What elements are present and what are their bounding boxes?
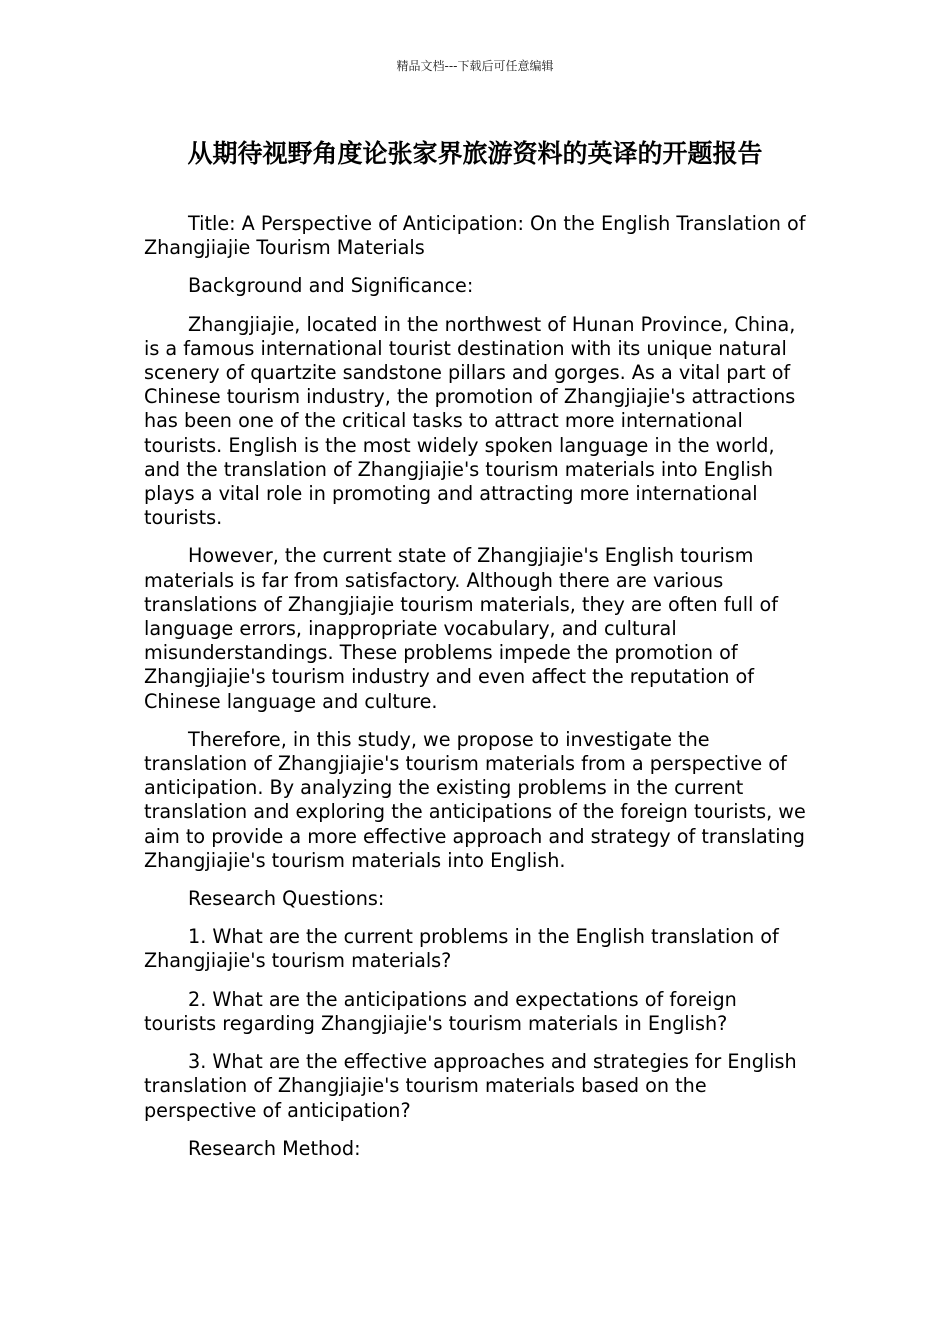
section-heading-research-questions: Research Questions: [188,887,385,911]
research-question-1: 1. What are the current problems in the English translation of Zhangjiajie's tourism materials? [144,925,779,973]
research-question-3: 3. What are the effective approaches and strategies for English translation of Zhangjiajie's tourism materials based on the perspective of anticipation? [144,1050,797,1122]
problems-paragraph: However, the current state of Zhangjiajie's English tourism materials is far from satisfactory. Although there are various translations of Zhangjiajie tourism materials, they are often full of language errors, inappropriate vocabulary, and cultural misunderstandings. These problems impede the promotion of Zhangjiajie's tourism industry and even affect the reputation of Chinese language and culture. [144,544,778,713]
research-question-2: 2. What are the anticipations and expectations of foreign tourists regarding Zhangjiajie's tourism materials in English? [144,987,737,1035]
background-paragraph: Zhangjiajie, located in the northwest of Hunan Province, China, is a famous international tourist destination with its unique natural scenery of quartzite sandstone pillars and gorges. As a vital part of Chinese tourism industry, the promotion of Zhangjiajie's attractions has been one of the critical tasks to attract more international tourists. English is the most widely spoken language in the world, and the translation of Zhangjiajie's tourism materials into English plays a vital role in promoting and attracting more international tourists. [144,312,796,530]
title-paragraph: Title: A Perspective of Anticipation: On the English Translation of Zhangjiajie Tourism Materials [144,212,806,260]
proposal-paragraph: Therefore, in this study, we propose to investigate the translation of Zhangjiajie's tourism materials from a perspective of anticipation. By analyzing the existing problems in the current translation and exploring the anticipations of the foreign tourists, we aim to provide a more effective approach and strategy of translating Zhangjiajie's tourism materials into English. [144,727,806,872]
document-body [144,212,809,1175]
document-title: 从期待视野角度论张家界旅游资料的英译的开题报告 [187,139,763,168]
header-note: 精品文档---下载后可任意编辑 [396,59,554,73]
section-heading-background: Background and Significance: [188,274,474,298]
section-heading-research-method: Research Method: [188,1136,361,1160]
